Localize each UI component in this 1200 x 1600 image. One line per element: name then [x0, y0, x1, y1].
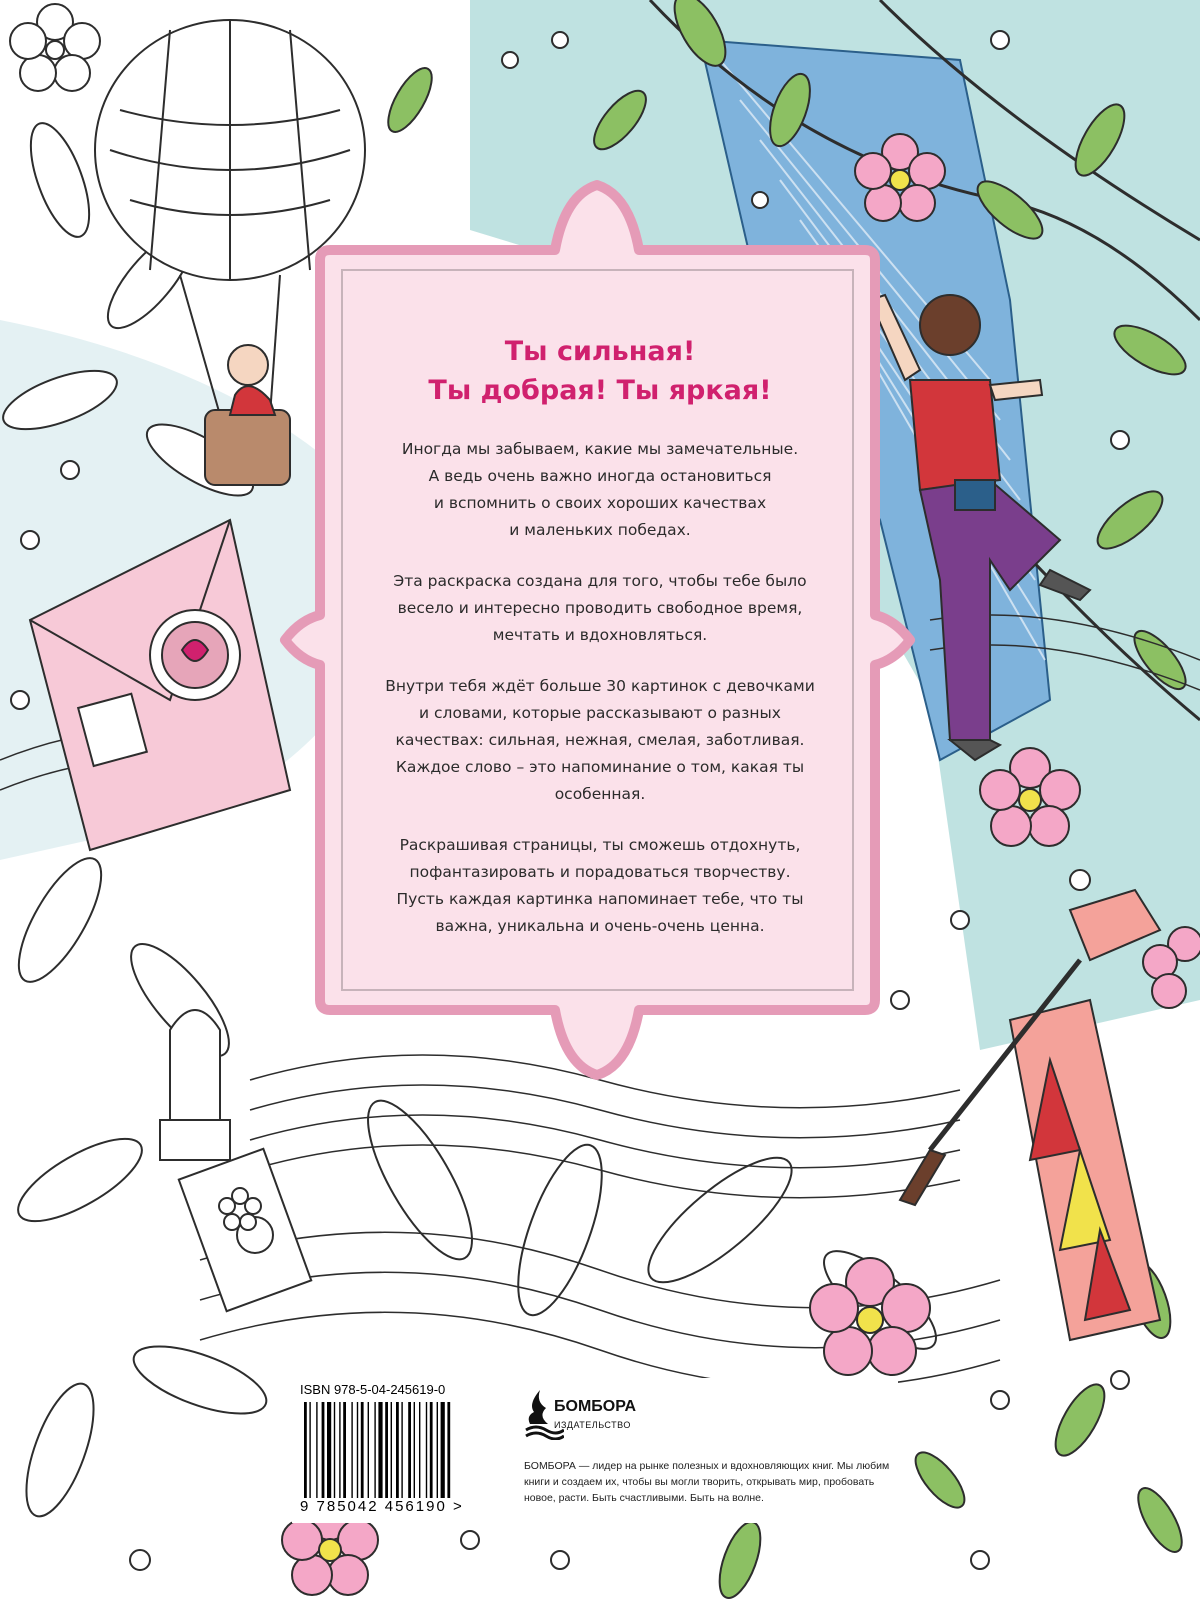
barcode-bar: [339, 1402, 340, 1498]
barcode-bar: [426, 1402, 427, 1498]
barcode-number: 9 785042 456190 >: [300, 1498, 464, 1515]
barcode-bar: [374, 1402, 375, 1498]
cover-text: [310, 332, 890, 964]
barcode-bar: [304, 1402, 307, 1498]
publisher-logo-subtitle: ИЗДАТЕЛЬСТВО: [554, 1420, 631, 1430]
barcode-bar: [430, 1402, 433, 1498]
barcode-bar: [391, 1402, 392, 1498]
barcode-bar: [327, 1402, 331, 1498]
barcode-bar: [351, 1402, 352, 1498]
barcode-bar: [368, 1402, 369, 1498]
barcode-bar: [322, 1402, 325, 1498]
headline-line-2: Ты добрая! Ты яркая!: [428, 375, 772, 406]
barcode-bar: [414, 1402, 415, 1498]
barcode-bar: [309, 1402, 310, 1498]
barcode-bar: [334, 1402, 335, 1498]
paragraph-1: Иногда мы забываем, какие мы замечательные. А ведь очень важно иногда остановиться и вспомнить о своих хороших качествах и маленьких победах.: [401, 440, 799, 539]
barcode-bar: [316, 1402, 317, 1498]
headline: [310, 332, 890, 410]
barcode-bar: [447, 1402, 450, 1498]
barcode: [300, 1402, 500, 1500]
barcode-bar: [385, 1402, 388, 1498]
barcode-bar: [378, 1402, 382, 1498]
barcode-bar: [343, 1402, 346, 1498]
barcode-bar: [419, 1402, 420, 1498]
paragraph-3: Внутри тебя ждёт больше 30 картинок с девочками и словами, которые рассказывают о разных качествах: сильная, нежная, смелая, заботливая. Каждое слово – это напоминание о том, какая ты особенная.: [385, 677, 815, 803]
barcode-bar: [437, 1402, 438, 1498]
barcode-bar: [401, 1402, 402, 1498]
barcode-bar: [396, 1402, 399, 1498]
barcode-bar: [408, 1402, 411, 1498]
barcode-bar: [361, 1402, 364, 1498]
isbn: ISBN 978-5-04-245619-0: [300, 1382, 446, 1397]
barcode-bar: [357, 1402, 358, 1498]
headline-line-1: Ты сильная!: [504, 336, 696, 367]
publisher-description: БОМБОРА — лидер на рынке полезных и вдохновляющих книг. Мы любим книги и создаем их, чтобы вы могли творить, открывать мир, пробовать новое, расти. Быть счастливыми. Быть на волне.: [524, 1460, 890, 1504]
paragraph-4: Раскрашивая страницы, ты сможешь отдохнуть, пофантазировать и порадоваться творчеству. Пусть каждая картинка напоминает тебе, что ты важна, уникальна и очень-очень ценна.: [396, 836, 804, 935]
publisher-logo-name: БОМБОРА: [554, 1398, 637, 1415]
paragraph-2: Эта раскраска создана для того, чтобы тебе было весело и интересно проводить свободное время, мечтать и вдохновляться.: [393, 572, 807, 644]
barcode-bar: [441, 1402, 445, 1498]
publisher-box: [292, 1378, 898, 1523]
